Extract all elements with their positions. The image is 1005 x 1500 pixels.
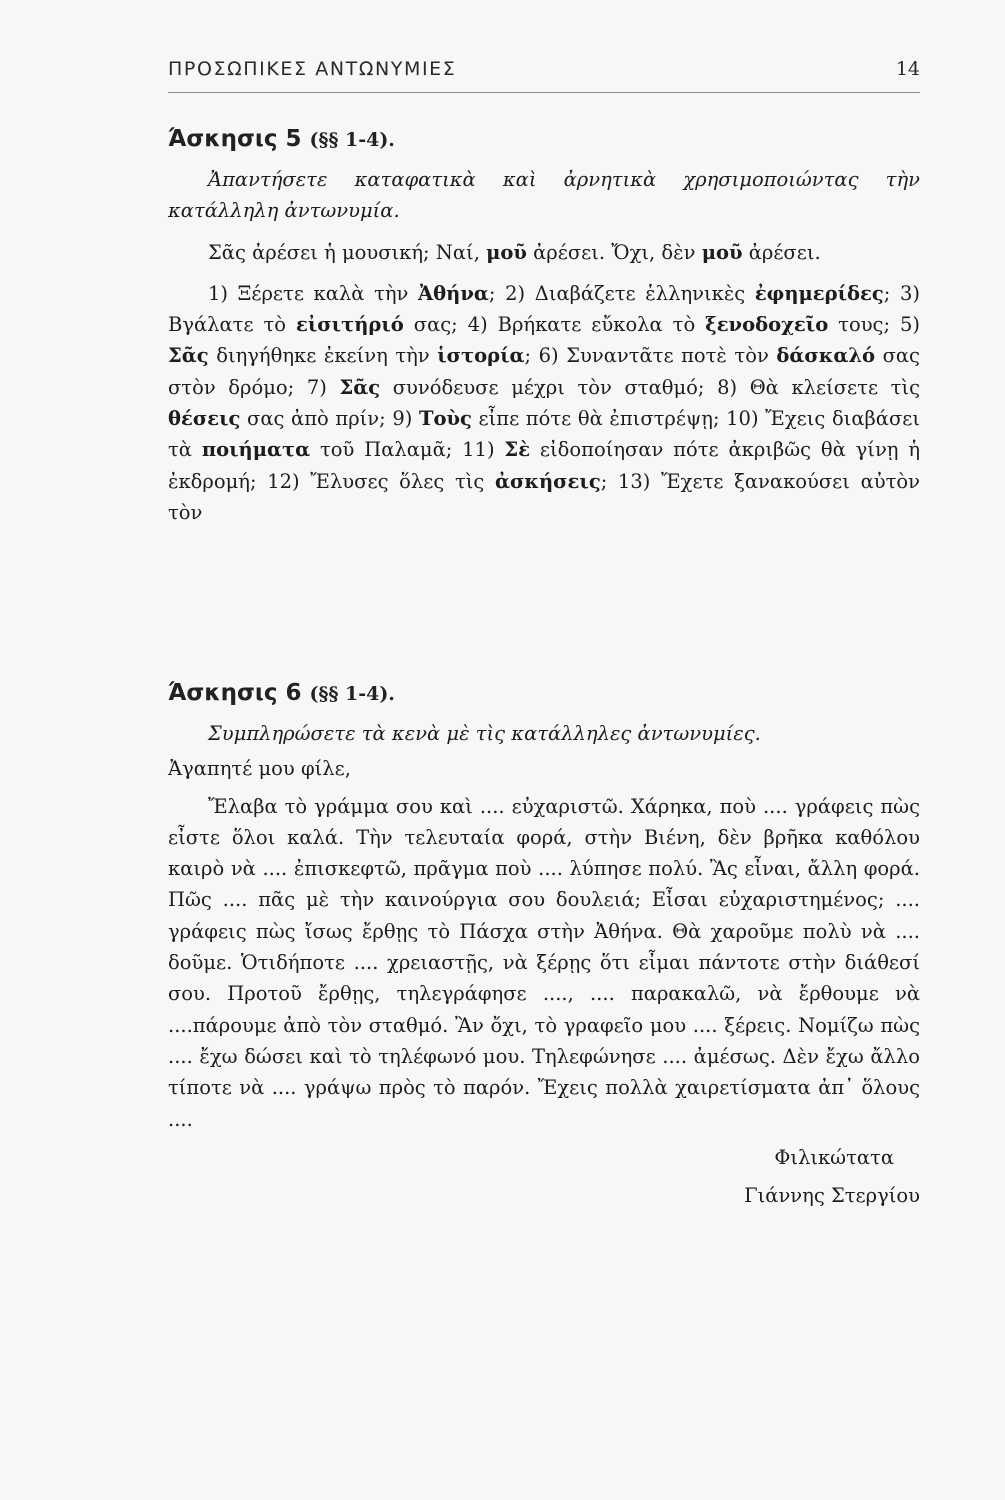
page-number: 14 (895, 58, 920, 80)
letter-closing: Φιλικώτατα (774, 1145, 894, 1169)
header-rule (168, 92, 920, 93)
exercise-5-title: Άσκησις 5 (168, 126, 302, 152)
running-head-title: ΠΡΟΣΩΠΙΚΕΣ ΑΝΤΩΝΥΜΙΕΣ (168, 58, 457, 80)
running-head (168, 58, 920, 80)
exercise-6-title: Άσκησις 6 (168, 680, 302, 706)
exercise-5-ref: (§§ 1-4). (309, 129, 395, 151)
exercise-6-instruction: Συμπληρώσετε τὰ κενὰ μὲ τὶς κατάλληλες ἀντωνυμίες. (208, 722, 761, 745)
exercise-6-ref: (§§ 1-4). (309, 683, 395, 705)
letter-body: Ἔλαβα τὸ γράμμα σου καὶ .... εὐχαριστῶ. Χάρηκα, ποὺ .... γράφεις πὼς εἶστε ὅλοι καλά. Τὴν τελευταία φορά, στὴν Βιένη, δὲν βρῆκα καθόλου καιρὸ νὰ .... ἐπισκεφτῶ, πρᾶγμα ποὺ .... λύπησε πολύ. Ἂς εἶναι, ἄλλη φορά. Πῶς .... πᾶς μὲ τὴν καινούργια σου δουλειά; Εἶσαι εὐχαριστημένος; .... γράφεις πὼς ἴσως ἔρθῃς τὸ Πάσχα στὴν Ἀθήνα. Θὰ χαροῦμε πολὺ νὰ .... δοῦμε. Ὁτιδήποτε .... χρειαστῇς, νὰ ξέρῃς ὅτι εἶμαι πάντοτε στὴν διάθεσί σου. Προτοῦ ἔρθῃς, τηλεγράφησε ...., .... παρακαλῶ, νὰ ἔρθουμε νὰ ....πάρουμε ἀπὸ τὸν σταθμό. Ἂν ὄχι, τὸ γραφεῖο μου .... ξέρεις. Νομίζω πὼς .... ἔχω δώσει καὶ τὸ τηλέφωνό μου. Τηλεφώνησε .... ἀμέσως. Δὲν ἔχω ἄλλο τίποτε νὰ .... γράψω πρὸς τὸ παρόν. Ἔχεις πολλὰ χαιρετίσματα ἀπ᾽ ὅλους .... (168, 794, 920, 1131)
exercise-5 (168, 126, 920, 528)
exercise-5-heading (168, 126, 920, 152)
exercise-5-questions: 1) Ξέρετε καλὰ τὴν Ἀθήνα; 2) Διαβάζετε ἑλληνικὲς ἐφημερίδες; 3) Βγάλατε τὸ εἰσιτήριό σας; 4) Βρήκατε εὔκολα τὸ ξενοδοχεῖο τους; 5) Σᾶς διηγήθηκε ἐκείνη τὴν ἱστορία; 6) Συναντᾶτε ποτὲ τὸν δάσκαλό σας στὸν δρόμο; 7) Σᾶς συνόδευσε μέχρι τὸν σταθμό; 8) Θὰ κλείσετε τὶς θέσεις σας ἀπὸ πρίν; 9) Τοὺς εἶπε πότε θὰ ἐπιστρέψῃ; 10) Ἔχεις διαβάσει τὰ ποιήματα τοῦ Παλαμᾶ; 11) Σὲ εἰδοποίησαν πότε ἀκριβῶς θὰ γίνῃ ἡ ἐκδρομή; 12) Ἔλυσες ὅλες τὶς ἀσκήσεις; 13) Ἔχετε ξανακούσει αὐτὸν τὸν (168, 281, 921, 524)
letter-salutation: Ἀγαπητέ μου φίλε, (168, 757, 351, 781)
exercise-5-instruction: Ἀπαντήσετε καταφατικὰ καὶ ἀρνητικὰ χρησιμοποιώντας τὴν κατάλληλη ἀντωνυμία. (168, 168, 920, 223)
exercise-5-example: Σᾶς ἀρέσει ἡ μουσική; Ναί, μοῦ ἀρέσει. Ὄχι, δὲν μοῦ ἀρέσει. (208, 240, 821, 264)
exercise-6-heading (168, 680, 920, 706)
exercise-6 (168, 680, 920, 1215)
letter-signature: Γιάννης Στεργίου (744, 1183, 920, 1207)
